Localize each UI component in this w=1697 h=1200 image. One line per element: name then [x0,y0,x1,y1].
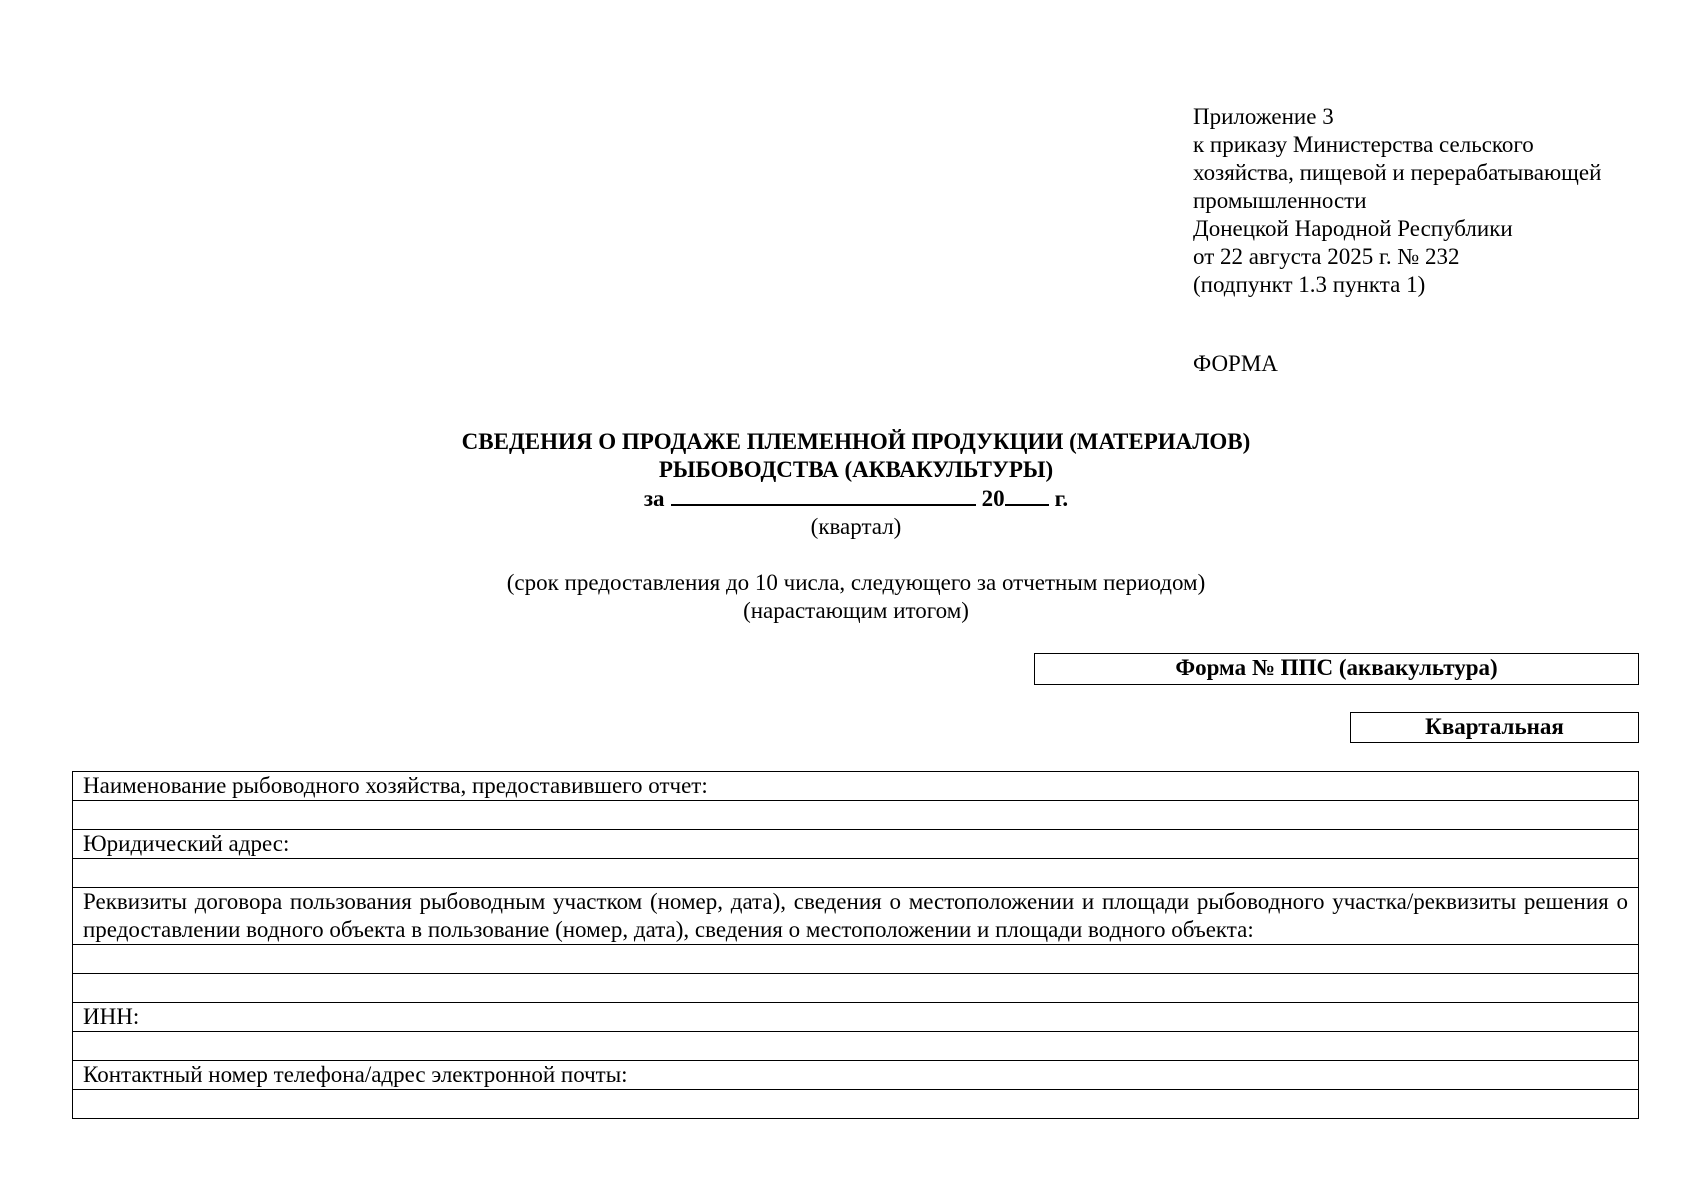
document-title-line-1: СВЕДЕНИЯ О ПРОДАЖЕ ПЛЕМЕННОЙ ПРОДУКЦИИ (МАТЕРИАЛОВ) [461,429,1251,454]
table-row [73,772,1639,801]
contract-details-input-cell-2[interactable] [73,974,1639,1003]
name-input-cell[interactable] [73,801,1639,830]
table-row [73,1090,1639,1119]
document-title-block [0,428,1697,625]
quarter-note: (квартал) [810,514,902,539]
inn-input-cell[interactable] [73,1032,1639,1061]
cumulative-note: (нарастающим итогом) [743,598,969,623]
form-number-box: Форма № ППС (аквакультура) [1034,653,1639,685]
table-row [73,801,1639,830]
quarter-blank-field[interactable] [671,484,976,506]
appendix-line: хозяйства, пищевой и перерабатывающей [1193,160,1602,185]
appendix-line: к приказу Министерства сельского [1193,132,1534,157]
appendix-line: от 22 августа 2025 г. № 232 [1193,244,1460,269]
forma-label: ФОРМА [1193,351,1278,376]
year-blank-field[interactable] [1005,484,1049,506]
reporting-period-line [0,484,1697,513]
table-row [73,859,1639,888]
contract-details-label: Реквизиты договора пользования рыбоводным участком (номер, дата), сведения о местоположении и площади рыбоводного участка/реквизиты решения о предоставлении водного объекта в пользование (номер, дата), сведения о местоположении и площади водного объекта: [73,888,1639,945]
submission-deadline: (срок предоставления до 10 числа, следующего за отчетным периодом) [506,570,1206,595]
address-label: Юридический адрес: [73,830,1639,859]
appendix-line: Донецкой Народной Республики [1193,216,1513,241]
document-title-line-2: РЫБОВОДСТВА (АКВАКУЛЬТУРЫ) [658,457,1054,482]
table-row [73,945,1639,974]
period-prefix: за [643,486,665,511]
year-prefix: 20 [981,486,1005,511]
contact-label: Контактный номер телефона/адрес электронной почты: [73,1061,1639,1090]
appendix-line: Приложение 3 [1193,104,1334,129]
appendix-reference [1193,103,1601,299]
address-input-cell[interactable] [73,859,1639,888]
contract-details-input-cell-1[interactable] [73,945,1639,974]
table-row [73,830,1639,859]
appendix-line: промышленности [1193,188,1367,213]
table-row [73,1003,1639,1032]
appendix-line: (подпункт 1.3 пункта 1) [1193,272,1426,297]
period-suffix: г. [1054,486,1069,511]
table-row [73,1032,1639,1061]
periodicity-box: Квартальная [1350,712,1639,743]
table-row [73,1061,1639,1090]
name-label: Наименование рыбоводного хозяйства, предоставившего отчет: [73,772,1639,801]
table-row [73,888,1639,945]
contact-input-cell[interactable] [73,1090,1639,1119]
table-row [73,974,1639,1003]
reporter-info-table [72,771,1639,1119]
inn-label: ИНН: [73,1003,1639,1032]
